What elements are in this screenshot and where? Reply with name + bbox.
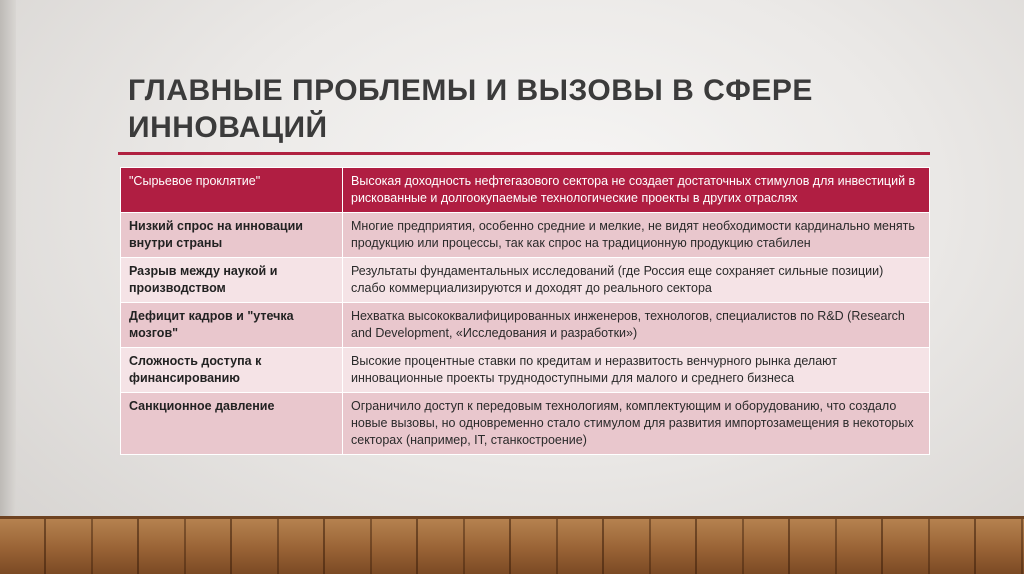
issue-name-cell: Дефицит кадров и "утечка мозгов" [121, 303, 343, 348]
title-underline [118, 152, 930, 155]
issue-description-cell: Ограничило доступ к передовым технологиям, комплектующим и оборудованию, что создало новые вызовы, но одновременно стало стимулом для развития импортозамещения в некоторых секторах (например, IT, станкостроение) [343, 393, 930, 455]
issue-description-cell: Многие предприятия, особенно средние и мелкие, не видят необходимости кардинально менять продукцию или процессы, так как спрос на традиционную продукцию стабилен [343, 213, 930, 258]
table-row [121, 303, 930, 348]
issue-description-cell: Высокая доходность нефтегазового сектора не создает достаточных стимулов для инвестиций в рискованные и долгоокупаемые технологические проекты в других отраслях [343, 168, 930, 213]
issues-table [120, 167, 930, 455]
issue-name-cell: Разрыв между наукой и производством [121, 258, 343, 303]
issue-description-cell: Нехватка высококвалифицированных инженеров, технологов, специалистов по R&D (Research and Development, «Исследования и разработки») [343, 303, 930, 348]
issue-description-cell: Результаты фундаментальных исследований (где Россия еще сохраняет сильные позиции) слабо коммерциализируются и доходят до реального сектора [343, 258, 930, 303]
issue-name-cell: "Сырьевое проклятие" [121, 168, 343, 213]
table-row [121, 348, 930, 393]
issue-name-cell: Низкий спрос на инновации внутри страны [121, 213, 343, 258]
wooden-floor [0, 516, 1024, 574]
table-row [121, 393, 930, 455]
issue-description-cell: Высокие процентные ставки по кредитам и неразвитость венчурного рынка делают инновационные проекты труднодоступными для малого и среднего бизнеса [343, 348, 930, 393]
table-row [121, 258, 930, 303]
slide-title: ГЛАВНЫЕ ПРОБЛЕМЫ И ВЫЗОВЫ В СФЕРЕ ИННОВАЦИЙ [128, 74, 813, 144]
floor-edge [0, 516, 1024, 519]
issue-name-cell: Санкционное давление [121, 393, 343, 455]
left-accent-bar [0, 0, 16, 516]
table-row [121, 168, 930, 213]
table-row [121, 213, 930, 258]
issue-name-cell: Сложность доступа к финансированию [121, 348, 343, 393]
